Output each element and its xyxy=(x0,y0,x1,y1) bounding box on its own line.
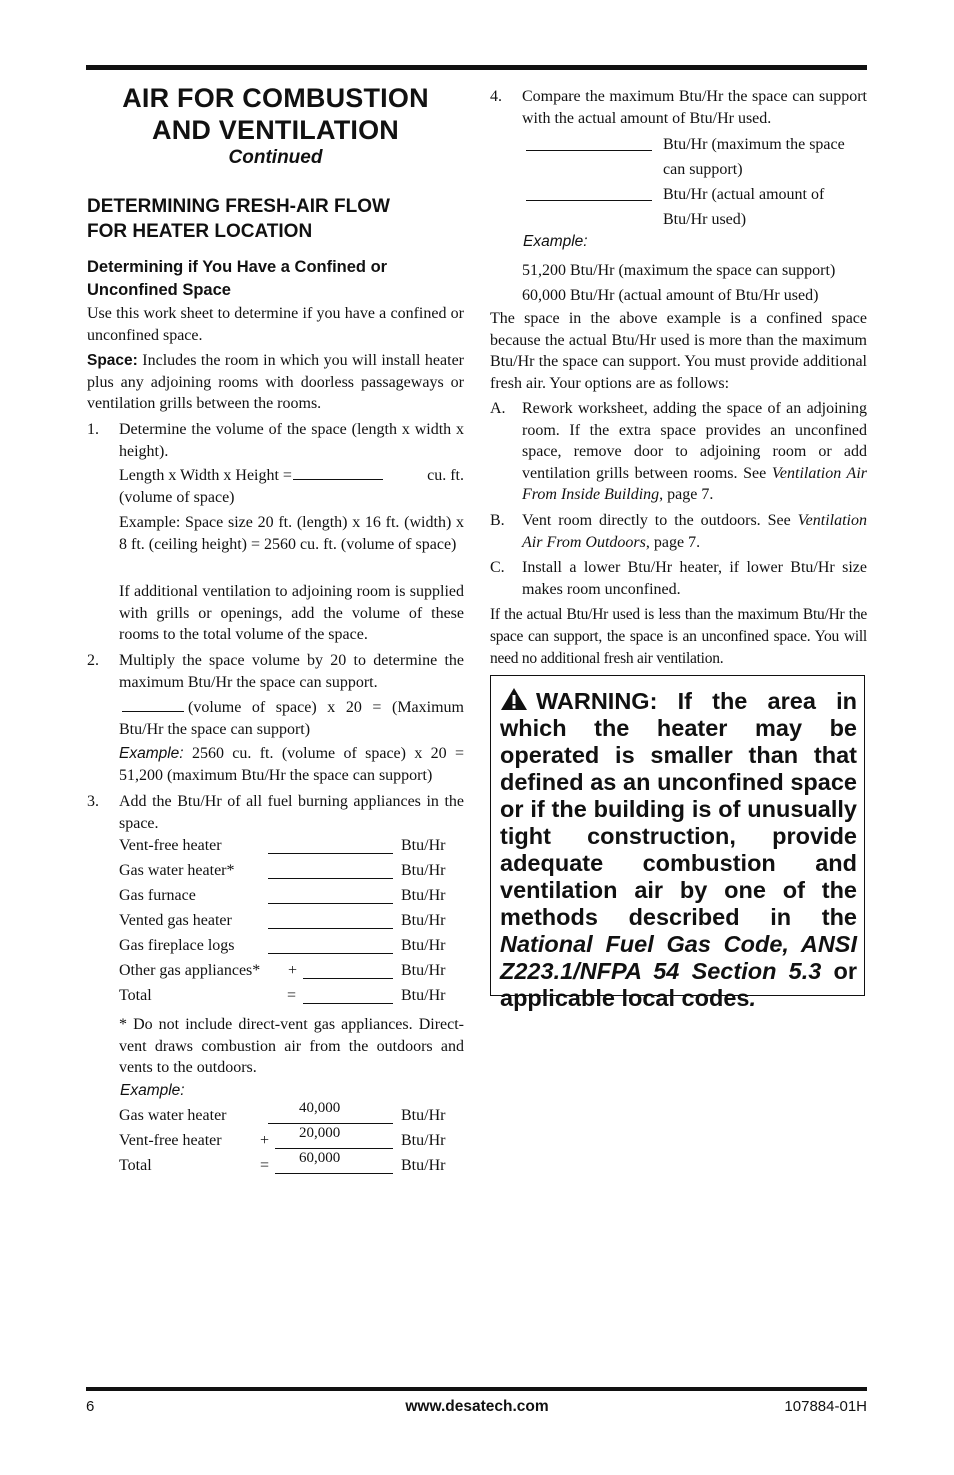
step-2-number: 2. xyxy=(87,652,99,669)
example-label-cell: Total xyxy=(119,1157,152,1174)
appliance-row xyxy=(119,862,464,884)
page-title xyxy=(87,82,464,146)
subsection-heading: Determining if You Have a Confined or Unconfined Space xyxy=(87,258,388,299)
appliance-blank xyxy=(268,839,393,854)
appliance-operator: + xyxy=(288,962,298,979)
example-value: 60,000 xyxy=(299,1150,341,1166)
appliance-unit: Btu/Hr xyxy=(401,987,446,1004)
appliance-label: Gas water heater* xyxy=(119,862,235,879)
option-a-text: Rework worksheet, adding the space of an adjoining room. If the extra space provides an unconfined space, remove door to adjoining room or add ventilation grills between rooms. See Ventilation Air From Inside Building, page 7. xyxy=(522,400,868,503)
right-example-b: 60,000 Btu/Hr (actual amount of Btu/Hr used) xyxy=(522,287,819,304)
step-1-text: Determine the volume of the space (length x width x height). xyxy=(119,421,464,460)
appliance-label: Gas fireplace logs xyxy=(119,937,235,954)
bottom-rule xyxy=(86,1387,867,1391)
unconfined-paragraph: If the actual Btu/Hr used is less than the maximum Btu/Hr the space can support, the space is an unconfined space. You will need no additional fresh air ventilation. xyxy=(490,606,867,667)
intro-paragraph: Use this work sheet to determine if you have a confined or unconfined space. xyxy=(87,305,464,344)
appliance-label: Gas furnace xyxy=(119,887,196,904)
option-c-label: C. xyxy=(490,559,505,576)
appliance-label: Vented gas heater xyxy=(119,912,232,929)
example-row xyxy=(119,1100,464,1129)
appliance-blank xyxy=(268,939,393,954)
example-operator: + xyxy=(260,1132,270,1149)
footnote: * Do not include direct-vent gas appliances. Direct-vent draws combustion air from the outdoors and vents to the outdoors. xyxy=(119,1016,464,1076)
step-1-example: Example: Space size 20 ft. (length) x 16 ft. (width) x 8 ft. (ceiling height) = 2560 cu. ft. (volume of space) xyxy=(119,514,464,553)
section-heading: DETERMINING FRESH-AIR FLOW FOR HEATER LOCATION xyxy=(87,196,390,242)
warning-text: WARNING: If the area in which the heater may be operated is smaller than that defined as an unconfined space or if the building is of unusually tight construction, provide adequate combustion and ventilation air by one of the methods described in the National Fuel Gas Code, ANSI Z223.1/NFPA 54 Section 5.3 or applicable local codes. xyxy=(500,688,858,1011)
example-label-cell: Gas water heater xyxy=(119,1107,227,1124)
example-unit: Btu/Hr xyxy=(401,1157,446,1174)
step-3-number: 3. xyxy=(87,793,99,810)
example-row xyxy=(119,1150,464,1179)
document-number: 107884-01H xyxy=(784,1398,867,1415)
appliance-unit: Btu/Hr xyxy=(401,837,446,854)
appliance-label: Vent-free heater xyxy=(119,837,222,854)
step-3-text: Add the Btu/Hr of all fuel burning appliances in the space. xyxy=(119,793,464,832)
option-b-label: B. xyxy=(490,512,505,529)
appliance-unit: Btu/Hr xyxy=(401,912,446,929)
step-2-text: Multiply the space volume by 20 to determine the maximum Btu/Hr the space can support. xyxy=(119,652,464,691)
actual-blank xyxy=(526,186,652,201)
example-row xyxy=(119,1125,464,1154)
appliance-row xyxy=(119,887,464,909)
step-4-number: 4. xyxy=(490,88,502,105)
right-example-a: 51,200 Btu/Hr (maximum the space can support) xyxy=(522,262,836,279)
right-example-label: Example: xyxy=(523,233,588,250)
step-2-formula: (volume of space) x 20 = (Maximum Btu/Hr the space can support) xyxy=(119,699,464,738)
appliance-blank xyxy=(303,964,393,979)
example-label-cell: Vent-free heater xyxy=(119,1132,222,1149)
step-4-text: Compare the maximum Btu/Hr the space can support with the actual amount of Btu/Hr used. xyxy=(522,88,867,127)
option-b-text: Vent room directly to the outdoors. See Ventilation Air From Outdoors, page 7. xyxy=(522,512,867,551)
compare-line-actual: Btu/Hr (actual amount of Btu/Hr used) xyxy=(526,182,867,232)
top-rule xyxy=(86,65,867,70)
example-label: Example: xyxy=(120,1082,185,1099)
option-c-text: Install a lower Btu/Hr heater, if lower Btu/Hr size makes room unconfined. xyxy=(522,559,867,598)
appliance-blank xyxy=(268,914,393,929)
appliance-operator: = xyxy=(287,987,297,1004)
title-line-1: AIR FOR COMBUSTION xyxy=(122,83,429,113)
example-operator: = xyxy=(260,1157,270,1174)
appliance-label: Other gas appliances* xyxy=(119,962,261,979)
step-1-additional: If additional ventilation to adjoining room is supplied with grills or openings, add the volume of these rooms to the total volume of the space. xyxy=(119,583,464,643)
step-1-number: 1. xyxy=(87,421,99,438)
option-a-label: A. xyxy=(490,400,506,417)
footer-url: www.desatech.com xyxy=(405,1398,549,1415)
example-value: 40,000 xyxy=(299,1100,341,1116)
appliance-row xyxy=(119,837,464,859)
appliance-blank xyxy=(268,864,393,879)
example-unit: Btu/Hr xyxy=(401,1107,446,1124)
continued-label: Continued xyxy=(228,147,323,168)
appliance-row xyxy=(119,912,464,934)
step-2-example: Example: 2560 cu. ft. (volume of space) x 20 = 51,200 (maximum Btu/Hr the space can support) xyxy=(119,745,464,784)
appliance-unit: Btu/Hr xyxy=(401,937,446,954)
appliance-unit: Btu/Hr xyxy=(401,962,446,979)
appliance-row xyxy=(119,987,464,1009)
appliance-unit: Btu/Hr xyxy=(401,862,446,879)
compare-line-max: Btu/Hr (maximum the space can support) xyxy=(526,132,867,182)
appliance-unit: Btu/Hr xyxy=(401,887,446,904)
example-unit: Btu/Hr xyxy=(401,1132,446,1149)
warning-triangle-icon xyxy=(500,687,528,711)
max-blank xyxy=(526,136,652,151)
volume-blank xyxy=(293,465,383,480)
appliance-blank xyxy=(268,889,393,904)
appliance-label: Total xyxy=(119,987,152,1004)
volume-blank-2 xyxy=(122,697,184,712)
title-line-2: AND VENTILATION xyxy=(152,115,399,145)
page-number: 6 xyxy=(86,1398,95,1415)
example-value: 20,000 xyxy=(299,1125,341,1141)
appliance-row xyxy=(119,937,464,959)
confined-paragraph: The space in the above example is a confined space because the actual Btu/Hr used is more than the maximum Btu/Hr the space can support. You must provide additional fresh air. Your options are as follows: xyxy=(490,310,867,392)
step-1-formula: Length x Width x Height = cu. ft. (volume of space) xyxy=(119,467,464,506)
appliance-row xyxy=(119,962,464,984)
space-definition: Space: Includes the room in which you will install heater plus any adjoining rooms with doorless passageways or ventilation grills between the rooms. xyxy=(87,352,464,412)
appliance-blank xyxy=(303,989,393,1004)
